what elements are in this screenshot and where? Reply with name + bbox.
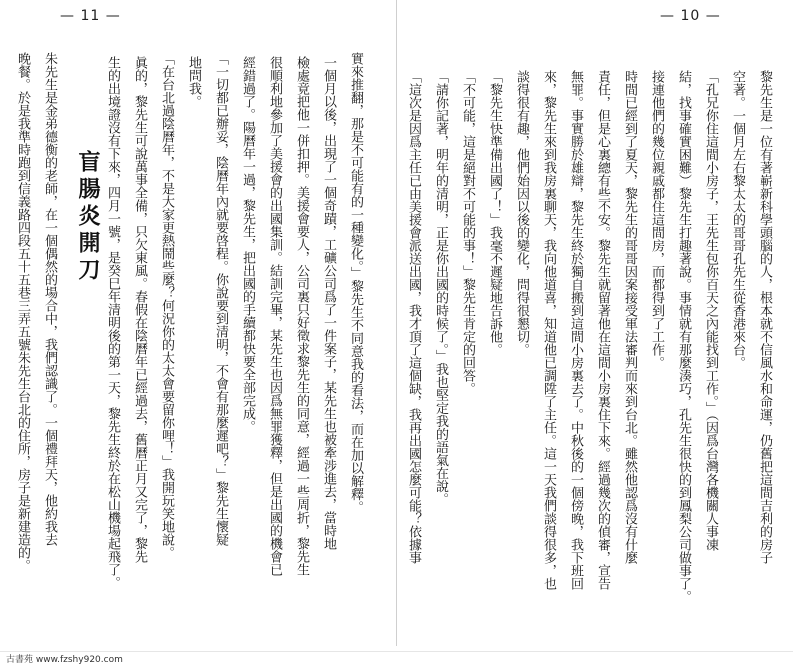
left-text-column: 「一切都已辦妥，陰曆年內就要啓程。你說要到清明，不會有那麼遲吧？」黎先生懷疑 — [213, 52, 228, 546]
left-text-column: 實來推翻，那是不可能有的一種變化。」黎先生不同意我的看法，而在加以解釋。 — [348, 52, 363, 514]
right-text-column: 責任，但是心裏總有些不安。黎先生就留著他在這間小房裏住下來。經過幾次的偵審，宣告 — [595, 70, 610, 590]
right-text-column: 無罪。事實勝於雄辯，黎先生終於獨自搬到這間小房裏去了。中秋後的一個傍晚，我下班回 — [568, 70, 583, 590]
left-text-column: 朱先生是金弟德衡的老師，在一個偶然的場合中，我們認識了。一個禮拜天，他約我去 — [42, 52, 57, 546]
chapter-title: 盲腸炎開刀 — [75, 150, 100, 285]
right-text-column: 來，黎先生來到我房裏聊天，我向他道喜，知道他已調陞了主任。這一天我們談得很多，也 — [541, 70, 556, 590]
right-text-column: 時間已經到了夏天，黎先生的哥哥因案接受軍法審判而來到台北。雖然他認爲沒有什麼 — [622, 70, 637, 564]
site-watermark: 古書苑 www.fzshy920.com — [6, 655, 123, 665]
right-text-column: 結，找事確實困難）黎先生打趣著說。事情就有那麼湊巧，孔先生很快的到鳳梨公司做事了。 — [676, 70, 691, 603]
left-text-column: 一個月以後，出現了一個奇蹟，工礦公司爲了一件案子，某先生也被牽涉進去，當時地 — [321, 56, 336, 550]
right-text-column: 「不可能，這是絕對不可能的事！」黎先生肯定的回答。 — [460, 70, 475, 395]
left-text-column: 生的出境證沒有下來，四月一號，是癸巳年清明後的第一天，黎先生終於在松山機場起飛了。 — [105, 56, 120, 589]
left-text-column: 「在台北過陰曆年，不是大家更熱鬧些麼？何況你的太太會要留你哩！」我開玩笑地說。 — [159, 52, 174, 559]
left-page-number: — 11 — — [60, 8, 121, 24]
right-text-column: 「這次是因爲主任已由美援會派送出國，我才頂了這個缺，我再出國怎麼可能？依據事 — [406, 70, 421, 564]
right-text-column: 接連他們的幾位親戚都住這間房，而都得到了工作。 — [649, 70, 664, 369]
left-text-column: 檢處竟把他一併扣押。美援會要人，公司裏只好徵求黎先生的同意，經過一些周折，黎先生 — [294, 56, 309, 576]
right-text-column: 空著。一個月左右黎太太的哥哥孔先生從香港來台。 — [730, 70, 745, 369]
left-text-column: 晚餐。於是我準時跑到信義路四段五十五巷三弄五號朱先生台北的住所，房子是新建造的。 — [15, 52, 30, 572]
right-page-number: — 10 — — [660, 8, 721, 24]
book-spine — [396, 0, 397, 646]
right-text-column: 談得很有趣，他們始因以後的變化，問得很懇切。 — [514, 70, 529, 356]
right-text-column: 「請你記著，明年的清明，正是你出國的時候了。」我也堅定我的語氣在說。 — [433, 70, 448, 506]
right-text-column: 「黎先生快準備出國了！」我毫不遲疑地告訴他。 — [487, 70, 502, 356]
right-text-column: 黎先生是一位有著嶄新科學頭腦的人，根本就不信風水和命運，仍舊把這間吉利的房子 — [757, 70, 772, 564]
left-text-column: 很順利地參加了美援會的出國集訓。結訓完畢，某先生也因爲無罪獲釋，但是出國的機會已 — [267, 56, 282, 576]
right-text-column: 「孔兄你住這間小房子，王先生包你百天之內能找到工作。」（因爲台灣各機關人事凍 — [703, 70, 718, 551]
left-text-column: 地問我。 — [186, 56, 201, 108]
left-text-column: 經錯過了。陽曆年一過，黎先生，把出國的手續都快要全部完成。 — [240, 56, 255, 433]
left-text-column: 眞的，黎先生可說萬事全備，只欠東風。春假在陰曆年已經過去，舊曆正月又完了，黎先 — [132, 56, 147, 563]
